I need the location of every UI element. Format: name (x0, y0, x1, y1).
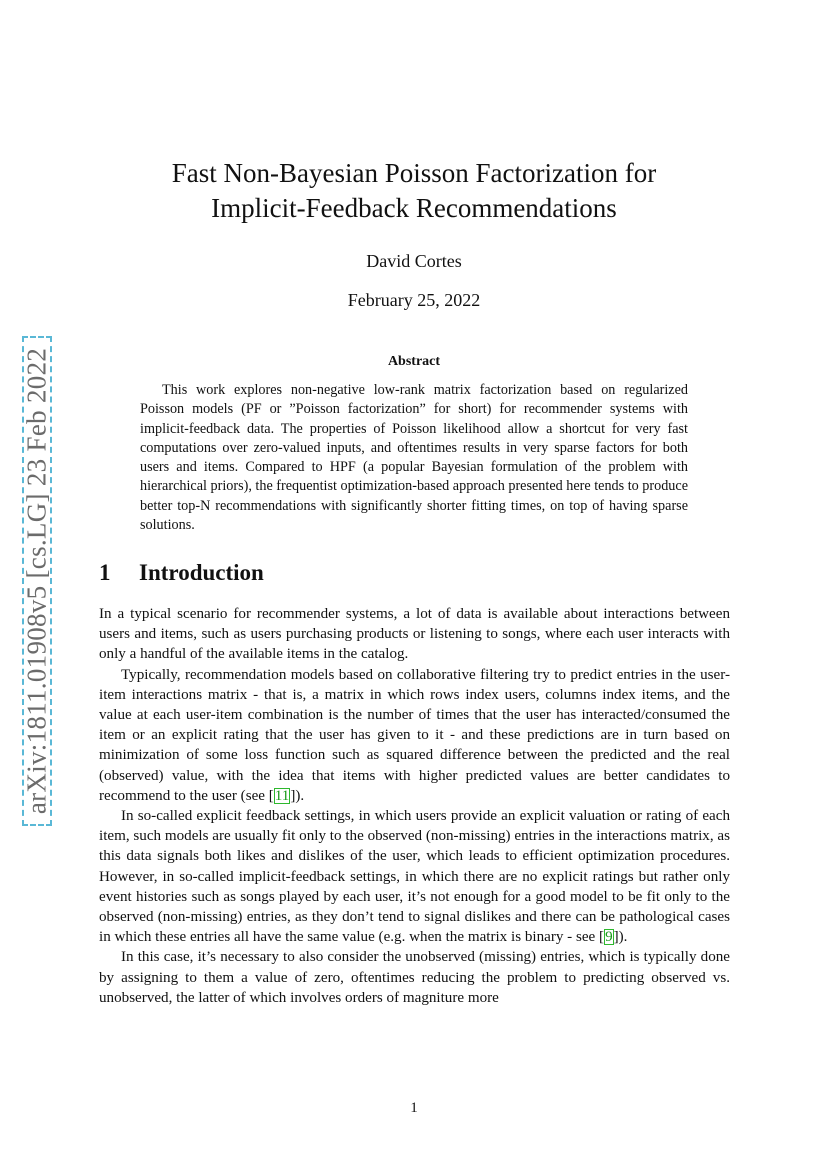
section-title: Introduction (139, 560, 264, 585)
paper-title (120, 156, 708, 226)
paper-title-line-1: Fast Non-Bayesian Poisson Factorization for (171, 158, 657, 188)
paper-title-line-2: Implicit-Feedback Recommendations (211, 193, 617, 223)
paragraph-3: In so-called explicit feedback settings, in which users provide an explicit valuation or rating of each item, such models are usually fit only to the observed (non-missing) entries in the interactions matrix, as this data signals both likes and dislikes of the user, which leads to efficient optimization procedures. However, in so-called implicit-feedback settings, in which there are no explicit ratings but rather only event histories such as songs played by each user, it’s not enough for a good model to be fit only to the observed (non-missing) entries, as they don’t tend to signal dislikes and there can be pathological cases in which these entries all have the same value (e.g. when the matrix is binary - see [9]). (99, 808, 730, 946)
paragraph-2-end: ). (295, 787, 305, 804)
section-heading (99, 560, 264, 586)
publication-date: February 25, 2022 (347, 290, 481, 310)
paragraph-4: In this case, it’s necessary to also consider the unobserved (missing) entries, which is typically done by assigning to them a value of zero, oftentimes reducing the problem to predicting observed vs. unobserved, the latter of which involves orders of magniture more (99, 949, 730, 1006)
paragraph-2-text: Typically, recommendation models based on collaborative filtering try to predict entries in the user-item interactions matrix - that is, a matrix in which rows index users, columns index items, and the value at each user-item combination is the number of times that the user has interacted/consumed the item or an explicit rating that the user has given to it - and these predictions are in turn based on minimization of some loss function such as squared difference between the predicted and the real (observed) value, with the idea that items with higher predicted values are better candidates to recommend to the user (see (99, 666, 730, 804)
paragraph-3-text: In so-called explicit feedback settings, in which users provide an explicit valuation or rating of each item, such models are usually fit only to the observed (non-missing) entries in the interactions matrix, as this data signals both likes and dislikes of the user, which leads to efficient optimization procedures. However, in so-called implicit-feedback settings, in which there are no explicit ratings but rather only event histories such as songs played by each user, it’s not enough for a good model to be fit only to the observed (non-missing) entries, as they don’t tend to signal dislikes and there can be pathological cases in which these entries all have the same value (e.g. when the matrix is binary - see (99, 808, 730, 946)
citation-link[interactable]: 11 (274, 787, 290, 804)
author-name: David Cortes (366, 251, 462, 271)
paragraph-1: In a typical scenario for recommender systems, a lot of data is available about interactions between users and items, such as users purchasing products or listening to songs, where each user interacts with only a handful of the available items in the catalog. (99, 606, 730, 663)
paragraph-2: Typically, recommendation models based on collaborative filtering try to predict entries in the user-item interactions matrix - that is, a matrix in which rows index users, columns index items, and the value at each user-item combination is the number of times that the user has interacted/consumed the item or an explicit rating that the user has given to it - and these predictions are in turn based on minimization of some loss function such as squared difference between the predicted and the real (observed) value, with the idea that items with higher predicted values are better candidates to recommend to the user (see [11]). (99, 666, 730, 804)
citation-link[interactable]: 9 (605, 929, 613, 946)
body-text (99, 604, 730, 1008)
abstract-heading: Abstract (387, 354, 441, 369)
arxiv-identifier-text: arXiv:1811.01908v5 [cs.LG] 23 Feb 2022 (21, 347, 52, 815)
section-number: 1 (99, 560, 111, 585)
page-number: 1 (410, 1100, 418, 1116)
paragraph-3-end: ). (618, 929, 628, 946)
arxiv-identifier-stamp[interactable] (22, 336, 52, 826)
abstract-text: This work explores non-negative low-rank matrix factorization based on regularized Poisson models (PF or ”Poisson factorization” for short) for recommender systems with implicit-feedback data. The properties of Poisson likelihood allow a shortcut for very fast computations over zero-valued inputs, and oftentimes results in very sparse factors for both users and items. Compared to HPF (a popular Bayesian formulation of the problem with hierarchical priors), the frequentist optimization-based approach presented here tends to produce better top-N recommendations with significantly shorter fitting times, on top of having sparse solutions. (140, 382, 688, 534)
